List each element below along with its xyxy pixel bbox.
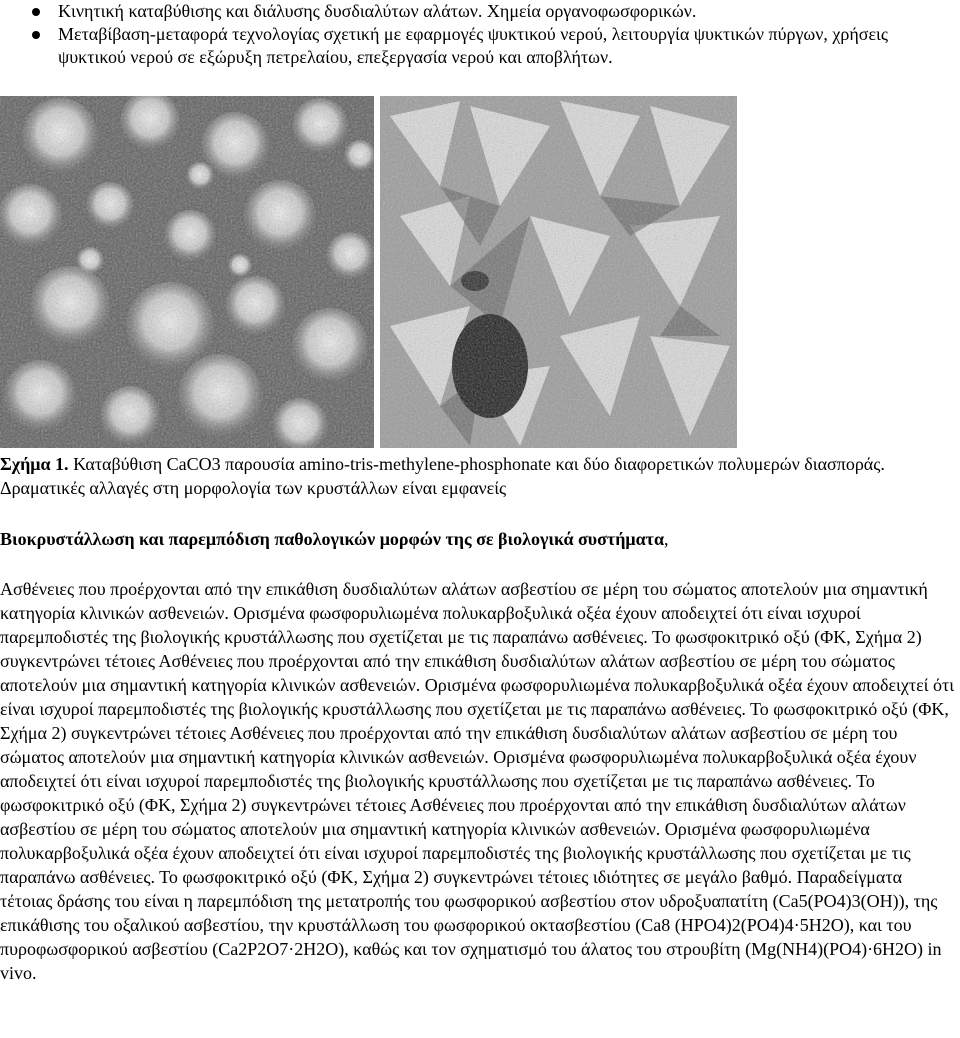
bullet-item (0, 0, 960, 23)
bullet-list (0, 0, 960, 69)
bullet-text: Μεταβίβαση-μεταφορά τεχνολογίας σχετική με εφαρμογές ψυκτικού νερού, λειτουργία ψυκτικών πύργων, χρήσεις ψυκτικού νερού σε εξώρυξη πετρελαίου, επεξεργασία νερού και αποβλήτων. (58, 24, 889, 67)
micrograph-dendritic-crystals-image (380, 96, 737, 448)
section-heading-text: Βιοκρυστάλλωση και παρεμπόδιση παθολογικών μορφών της σε βιολογικά συστήματα (0, 529, 665, 549)
figure-caption-label: Σχήμα 1. (0, 454, 69, 474)
sem-micrograph-right (380, 96, 737, 448)
bullet-text: Κινητική καταβύθισης και διάλυσης δυσδιαλύτων αλάτων. Χημεία οργανοφωσφορικών. (58, 1, 697, 21)
figure-caption-text: Καταβύθιση CaCO3 παρουσία amino-tris-methylene-phosphonate και δύο διαφορετικών πολυμερών διασποράς. Δραματικές αλλαγές στη μορφολογία των κρυστάλλων είναι εμφανείς (0, 454, 885, 498)
sem-micrograph-left (0, 96, 374, 448)
body-paragraph: Ασθένειες που προέρχονται από την επικάθιση δυσδιαλύτων αλάτων ασβεστίου σε μέρη του σώματος αποτελούν μια σημαντική κατηγορία κλινικών ασθενειών. Ορισμένα φωσφορυλιωμένα πολυκαρβοξυλικά οξέα έχουν αποδειχτεί ότι είναι ισχυροί παρεμποδιστές της βιολογικής κρυστάλλωσης που σχετίζεται με τις παραπάνω ασθένειες. Το φωσφοκιτρικό οξύ (ΦΚ, Σχήμα 2) συγκεντρώνει τέτοιες Ασθένειες που προέρχονται από την επικάθιση δυσδιαλύτων αλάτων ασβεστίου σε μέρη του σώματος αποτελούν μια σημαντική κατηγορία κλινικών ασθενειών. Ορισμένα φωσφορυλιωμένα πολυκαρβοξυλικά οξέα έχουν αποδειχτεί ότι είναι ισχυροί παρεμποδιστές της βιολογικής κρυστάλλωσης που σχετίζεται με τις παραπάνω ασθένειες. Το φωσφοκιτρικό οξύ (ΦΚ, Σχήμα 2) συγκεντρώνει τέτοιες Ασθένειες που προέρχονται από την επικάθιση δυσδιαλύτων αλάτων ασβεστίου σε μέρη του σώματος αποτελούν μια σημαντική κατηγορία κλινικών ασθενειών. Ορισμένα φωσφορυλιωμένα πολυκαρβοξυλικά οξέα έχουν αποδειχτεί ότι είναι ισχυροί παρεμποδιστές της βιολογικής κρυστάλλωσης που σχετίζεται με τις παραπάνω ασθένειες. Το φωσφοκιτρικό οξύ (ΦΚ, Σχήμα 2) συγκεντρώνει τέτοιες Ασθένειες που προέρχονται από την επικάθιση δυσδιαλύτων αλάτων ασβεστίου σε μέρη του σώματος αποτελούν μια σημαντική κατηγορία κλινικών ασθενειών. Ορισμένα φωσφορυλιωμένα πολυκαρβοξυλικά οξέα έχουν αποδειχτεί ότι είναι ισχυροί παρεμποδιστές της βιολογικής κρυστάλλωσης που σχετίζεται με τις παραπάνω ασθένειες. Το φωσφοκιτρικό οξύ (ΦΚ, Σχήμα 2) συγκεντρώνει τέτοιες ιδιότητες σε μεγάλο βαθμό. Παραδείγματα τέτοιας δράσης του είναι η παρεμπόδιση της μετατροπής του φωσφορικού ασβεστίου στον υδροξυαπατίτη (Ca5(PO4)3(OH)), της επικάθισης του οξαλικού ασβεστίου, την κρυστάλλωση του φωσφορικού οκτασβεστίου (Ca8 (HPO4)2(PO4)4·5H2O), και του πυροφωσφορικού ασβεστίου (Ca2P2O7·2H2O), καθώς και τον σχηματισμό του άλατος του στρουβίτη (Mg(NH4)(PO4)·6H2O) in vivo. (0, 579, 955, 983)
bullet-item (0, 23, 960, 69)
micrograph-spherical-crystals-image (0, 96, 374, 448)
bullet-dot-icon (32, 8, 40, 16)
section-heading (0, 527, 958, 551)
section-heading-suffix: , (664, 529, 669, 549)
bullet-dot-icon (32, 31, 40, 39)
figure-caption (0, 452, 958, 500)
